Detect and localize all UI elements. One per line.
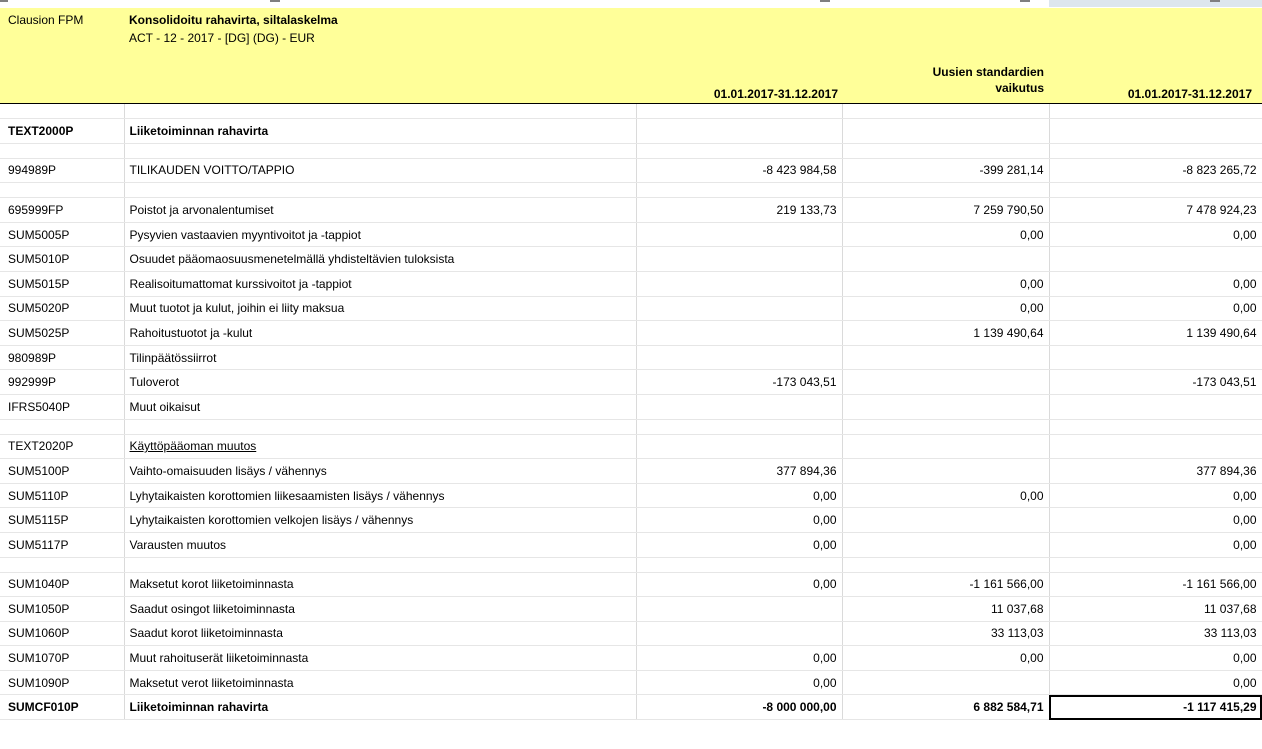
column-header-impact-line2: vaikutus [995, 81, 1044, 95]
value-adjusted-cell[interactable] [1049, 222, 1262, 247]
cell-text: 695999FP [8, 202, 64, 217]
value-adjusted-cell[interactable] [1049, 670, 1262, 695]
cell-text: 0,00 [1233, 276, 1257, 291]
account-label-cell[interactable] [124, 695, 636, 720]
account-code-cell[interactable] [0, 198, 124, 223]
table-row [0, 434, 1262, 459]
table-row [0, 158, 1262, 183]
strip-mark [1210, 0, 1220, 2]
value-adjusted-cell[interactable] [1049, 572, 1262, 597]
cell-text: -8 423 984,58 [762, 163, 837, 178]
cell-text: Vaihto-omaisuuden lisäys / vähennys [129, 463, 327, 478]
strip-mark [0, 0, 8, 2]
column-header-period: 01.01.2017-31.12.2017 [713, 87, 838, 101]
cell-text: 33 113,03 [991, 626, 1044, 641]
table-row [0, 198, 1262, 223]
cell-text: 33 113,03 [1204, 626, 1257, 641]
value-adjusted-cell[interactable] [1049, 434, 1262, 459]
value-impact-cell[interactable] [842, 158, 1049, 183]
account-label-cell[interactable] [124, 670, 636, 695]
cell-text: -1 161 566,00 [1182, 577, 1257, 592]
value-adjusted-cell[interactable] [1049, 119, 1262, 144]
value-period-cell[interactable] [636, 646, 842, 671]
cell-text: TEXT2000P [8, 123, 74, 138]
value-period-cell[interactable] [636, 394, 842, 419]
cell-text: 7 478 924,23 [1186, 202, 1257, 217]
value-adjusted-cell[interactable] [1049, 296, 1262, 321]
value-impact-cell[interactable] [842, 597, 1049, 622]
cell-text: SUM5025P [8, 325, 70, 340]
cell-text: 0,00 [813, 675, 837, 690]
value-impact-cell[interactable] [842, 695, 1049, 720]
value-adjusted-cell[interactable] [1049, 459, 1262, 484]
account-code-cell[interactable] [0, 695, 124, 720]
account-label-cell[interactable] [124, 394, 636, 419]
empty-cell[interactable] [1049, 104, 1262, 119]
value-period-cell[interactable] [636, 434, 842, 459]
empty-cell[interactable] [0, 183, 124, 198]
cell-text: Pysyvien vastaavien myyntivoitot ja -tappiot [129, 227, 361, 242]
table-row [0, 646, 1262, 671]
account-label-cell[interactable] [124, 572, 636, 597]
value-impact-cell[interactable] [842, 271, 1049, 296]
value-impact-cell[interactable] [842, 247, 1049, 272]
value-period-cell[interactable] [636, 296, 842, 321]
cell-text: 0,00 [1233, 488, 1257, 503]
value-period-cell[interactable] [636, 483, 842, 508]
cell-text: -173 043,51 [1192, 375, 1257, 390]
cell-text: Liiketoiminnan rahavirta [129, 700, 269, 715]
table-row [0, 508, 1262, 533]
account-label-cell[interactable] [124, 597, 636, 622]
account-code-cell[interactable] [0, 247, 124, 272]
table-row [0, 321, 1262, 346]
cell-text: Maksetut verot liiketoiminnasta [129, 675, 294, 690]
account-code-cell[interactable] [0, 370, 124, 395]
value-adjusted-cell[interactable] [1049, 508, 1262, 533]
cell-text: 0,00 [813, 577, 837, 592]
spacer-row [0, 419, 1262, 434]
table-row [0, 222, 1262, 247]
cell-text: SUM5015P [8, 276, 70, 291]
cell-text: 11 037,68 [1204, 601, 1257, 616]
value-period-cell[interactable] [636, 621, 842, 646]
cell-text: 6 882 584,71 [973, 700, 1044, 715]
cell-text: -1 117 415,29 [1183, 700, 1257, 715]
table-row [0, 370, 1262, 395]
cell-text: 0,00 [1020, 276, 1044, 291]
cell-text: Liiketoiminnan rahavirta [129, 123, 269, 138]
account-code-cell[interactable] [0, 572, 124, 597]
value-impact-cell[interactable] [842, 646, 1049, 671]
cell-text: 0,00 [1233, 675, 1257, 690]
company-name: Clausion FPM [8, 13, 84, 27]
value-impact-cell[interactable] [842, 532, 1049, 557]
value-period-cell[interactable] [636, 119, 842, 144]
cell-text: Muut oikaisut [129, 399, 201, 414]
account-label-cell[interactable] [124, 222, 636, 247]
empty-cell[interactable] [1049, 183, 1262, 198]
cell-text: 0,00 [1233, 651, 1257, 666]
cell-text: 7 259 790,50 [973, 202, 1044, 217]
cell-text: IFRS5040P [8, 399, 71, 414]
account-code-cell[interactable] [0, 271, 124, 296]
spacer-row [0, 557, 1262, 572]
account-label-cell[interactable] [124, 345, 636, 370]
cell-text: 0,00 [1020, 227, 1044, 242]
value-adjusted-cell[interactable] [1049, 597, 1262, 622]
cell-text: Lyhytaikaisten korottomien liikesaamisten lisäys / vähennys [129, 488, 445, 503]
empty-cell[interactable] [0, 557, 124, 572]
strip-mark [820, 0, 830, 2]
account-code-cell[interactable] [0, 345, 124, 370]
cell-text: 219 133,73 [776, 202, 837, 217]
cell-text: SUM1090P [8, 675, 70, 690]
cell-text: -1 161 566,00 [969, 577, 1044, 592]
empty-cell[interactable] [636, 104, 842, 119]
account-code-cell[interactable] [0, 459, 124, 484]
cell-text: SUM5020P [8, 301, 70, 316]
cell-text: SUM1070P [8, 651, 70, 666]
value-adjusted-cell[interactable] [1049, 321, 1262, 346]
account-code-cell[interactable] [0, 508, 124, 533]
cell-text: Varausten muutos [129, 537, 226, 552]
value-adjusted-cell[interactable] [1049, 483, 1262, 508]
value-impact-cell[interactable] [842, 459, 1049, 484]
value-impact-cell[interactable] [842, 434, 1049, 459]
strip-mark [270, 0, 280, 2]
cell-text: -173 043,51 [772, 375, 837, 390]
cell-text: 377 894,36 [1196, 463, 1257, 478]
value-adjusted-cell[interactable] [1049, 532, 1262, 557]
cell-text: 0,00 [813, 488, 837, 503]
table-row [0, 483, 1262, 508]
table-row [0, 296, 1262, 321]
cell-text: SUM5110P [8, 488, 69, 503]
empty-cell[interactable] [0, 419, 124, 434]
value-impact-cell[interactable] [842, 370, 1049, 395]
cell-text: Maksetut korot liiketoiminnasta [129, 577, 294, 592]
cell-text: 0,00 [1233, 513, 1257, 528]
value-impact-cell[interactable] [842, 345, 1049, 370]
cell-text: Tilinpäätössiirrot [129, 350, 217, 365]
empty-cell[interactable] [842, 104, 1049, 119]
column-header-period-adjusted: 01.01.2017-31.12.2017 [1127, 87, 1252, 101]
cell-text: Saadut osingot liiketoiminnasta [129, 601, 295, 616]
value-period-cell[interactable] [636, 508, 842, 533]
value-period-cell[interactable] [636, 572, 842, 597]
value-adjusted-cell[interactable] [1049, 394, 1262, 419]
value-impact-cell[interactable] [842, 670, 1049, 695]
account-code-cell[interactable] [0, 532, 124, 557]
value-period-cell[interactable] [636, 459, 842, 484]
cell-text: SUM5115P [8, 513, 69, 528]
account-label-cell[interactable] [124, 271, 636, 296]
cell-text: 0,00 [1020, 651, 1044, 666]
account-code-cell[interactable] [0, 434, 124, 459]
value-period-cell[interactable] [636, 670, 842, 695]
selected-column-header[interactable] [1049, 0, 1262, 7]
empty-cell[interactable] [0, 104, 124, 119]
cell-text: 980989P [8, 350, 57, 365]
cell-text: 0,00 [1020, 301, 1044, 316]
cell-text: 0,00 [1020, 488, 1044, 503]
value-adjusted-cell[interactable] [1049, 370, 1262, 395]
empty-cell[interactable] [1049, 557, 1262, 572]
cell-text: -8 000 000,00 [762, 700, 837, 715]
value-period-cell[interactable] [636, 345, 842, 370]
cell-text: SUM1050P [8, 601, 70, 616]
table-row [0, 597, 1262, 622]
empty-cell[interactable] [842, 557, 1049, 572]
cell-text: Muut rahoituserät liiketoiminnasta [129, 651, 309, 666]
cell-text: 11 037,68 [991, 601, 1044, 616]
cell-text: 992999P [8, 375, 57, 390]
value-impact-cell[interactable] [842, 198, 1049, 223]
value-adjusted-cell[interactable] [1049, 158, 1262, 183]
account-code-cell[interactable] [0, 483, 124, 508]
cell-text: SUM5005P [8, 227, 70, 242]
cell-text: 0,00 [813, 537, 837, 552]
account-code-cell[interactable] [0, 158, 124, 183]
account-label-cell[interactable] [124, 508, 636, 533]
cell-text: -8 823 265,72 [1182, 163, 1257, 178]
account-code-cell[interactable] [0, 394, 124, 419]
cell-text: 1 139 490,64 [973, 325, 1044, 340]
report-header [0, 8, 1262, 104]
value-period-cell[interactable] [636, 158, 842, 183]
empty-cell[interactable] [636, 557, 842, 572]
empty-cell[interactable] [124, 557, 636, 572]
cell-text: Osuudet pääomaosuusmenetelmällä yhdisteltävien tuloksista [129, 252, 455, 267]
value-period-cell[interactable] [636, 271, 842, 296]
empty-cell[interactable] [124, 183, 636, 198]
empty-cell[interactable] [636, 419, 842, 434]
report-subtitle: ACT - 12 - 2017 - [DG] (DG) - EUR [129, 31, 315, 45]
table-row [0, 532, 1262, 557]
account-label-cell[interactable] [124, 119, 636, 144]
value-adjusted-cell[interactable] [1049, 345, 1262, 370]
table-row [0, 670, 1262, 695]
value-period-cell[interactable] [636, 198, 842, 223]
cell-text: 0,00 [813, 651, 837, 666]
cell-text: SUM5100P [8, 463, 70, 478]
spacer-row [0, 143, 1262, 158]
table-row [0, 695, 1262, 720]
account-code-cell[interactable] [0, 621, 124, 646]
account-label-cell[interactable] [124, 646, 636, 671]
empty-cell[interactable] [1049, 419, 1262, 434]
value-impact-cell[interactable] [842, 296, 1049, 321]
cell-text: 0,00 [813, 513, 837, 528]
account-label-cell[interactable] [124, 459, 636, 484]
report-title: Konsolidoitu rahavirta, siltalaskelma [129, 13, 338, 27]
empty-cell[interactable] [124, 419, 636, 434]
empty-cell[interactable] [1049, 143, 1262, 158]
value-adjusted-cell[interactable] [1049, 695, 1262, 720]
cell-text: Rahoitustuotot ja -kulut [129, 325, 253, 340]
table-row [0, 271, 1262, 296]
value-period-cell[interactable] [636, 532, 842, 557]
empty-cell[interactable] [842, 143, 1049, 158]
value-impact-cell[interactable] [842, 222, 1049, 247]
spacer-row [0, 183, 1262, 198]
cell-text: 0,00 [1233, 537, 1257, 552]
value-adjusted-cell[interactable] [1049, 198, 1262, 223]
cell-text: SUM1040P [8, 577, 70, 592]
table-row [0, 394, 1262, 419]
value-impact-cell[interactable] [842, 394, 1049, 419]
cell-text: Käyttöpääoman muutos [129, 439, 257, 454]
strip-mark [1020, 0, 1030, 2]
table-row [0, 119, 1262, 144]
account-code-cell[interactable] [0, 296, 124, 321]
empty-cell[interactable] [842, 419, 1049, 434]
cell-text: 0,00 [1233, 301, 1257, 316]
value-impact-cell[interactable] [842, 119, 1049, 144]
account-code-cell[interactable] [0, 222, 124, 247]
cell-text: Saadut korot liiketoiminnasta [129, 626, 283, 641]
value-period-cell[interactable] [636, 247, 842, 272]
account-label-cell[interactable] [124, 483, 636, 508]
value-adjusted-cell[interactable] [1049, 646, 1262, 671]
value-adjusted-cell[interactable] [1049, 621, 1262, 646]
value-adjusted-cell[interactable] [1049, 271, 1262, 296]
cell-text: SUM1060P [8, 626, 70, 641]
account-code-cell[interactable] [0, 597, 124, 622]
account-label-cell[interactable] [124, 296, 636, 321]
account-code-cell[interactable] [0, 670, 124, 695]
value-period-cell[interactable] [636, 597, 842, 622]
cell-text: Realisoitumattomat kurssivoitot ja -tappiot [129, 276, 352, 291]
value-impact-cell[interactable] [842, 483, 1049, 508]
account-label-cell[interactable] [124, 532, 636, 557]
value-period-cell[interactable] [636, 695, 842, 720]
table-row [0, 247, 1262, 272]
empty-cell[interactable] [124, 143, 636, 158]
account-code-cell[interactable] [0, 646, 124, 671]
cell-text: 994989P [8, 163, 57, 178]
table-row [0, 459, 1262, 484]
cash-flow-table [0, 104, 1262, 720]
value-impact-cell[interactable] [842, 321, 1049, 346]
table-row [0, 345, 1262, 370]
cell-text: Poistot ja arvonalentumiset [129, 202, 274, 217]
account-label-cell[interactable] [124, 434, 636, 459]
account-code-cell[interactable] [0, 119, 124, 144]
empty-cell[interactable] [636, 183, 842, 198]
cell-text: Lyhytaikaisten korottomien velkojen lisäys / vähennys [129, 513, 414, 528]
column-header-impact-line1: Uusien standardien [932, 65, 1044, 79]
value-adjusted-cell[interactable] [1049, 247, 1262, 272]
empty-cell[interactable] [636, 143, 842, 158]
empty-cell[interactable] [0, 143, 124, 158]
value-period-cell[interactable] [636, 222, 842, 247]
account-code-cell[interactable] [0, 321, 124, 346]
value-period-cell[interactable] [636, 321, 842, 346]
account-label-cell[interactable] [124, 321, 636, 346]
cell-text: 1 139 490,64 [1186, 325, 1257, 340]
value-impact-cell[interactable] [842, 508, 1049, 533]
empty-cell[interactable] [124, 104, 636, 119]
cell-text: Tuloverot [129, 375, 180, 390]
value-impact-cell[interactable] [842, 572, 1049, 597]
cell-text: SUM5117P [8, 537, 69, 552]
cell-text: TEXT2020P [8, 439, 74, 454]
cell-text: 377 894,36 [776, 463, 837, 478]
cell-text: -399 281,14 [979, 163, 1044, 178]
spacer-row [0, 104, 1262, 119]
cell-text: TILIKAUDEN VOITTO/TAPPIO [129, 163, 295, 178]
table-row [0, 621, 1262, 646]
cell-text: SUM5010P [8, 252, 70, 267]
empty-cell[interactable] [842, 183, 1049, 198]
account-label-cell[interactable] [124, 621, 636, 646]
account-label-cell[interactable] [124, 370, 636, 395]
value-period-cell[interactable] [636, 370, 842, 395]
cell-text: SUMCF010P [8, 700, 79, 715]
table-row [0, 572, 1262, 597]
account-label-cell[interactable] [124, 158, 636, 183]
cell-text: 0,00 [1233, 227, 1257, 242]
cell-text: Muut tuotot ja kulut, joihin ei liity maksua [129, 301, 345, 316]
account-label-cell[interactable] [124, 247, 636, 272]
account-label-cell[interactable] [124, 198, 636, 223]
value-impact-cell[interactable] [842, 621, 1049, 646]
